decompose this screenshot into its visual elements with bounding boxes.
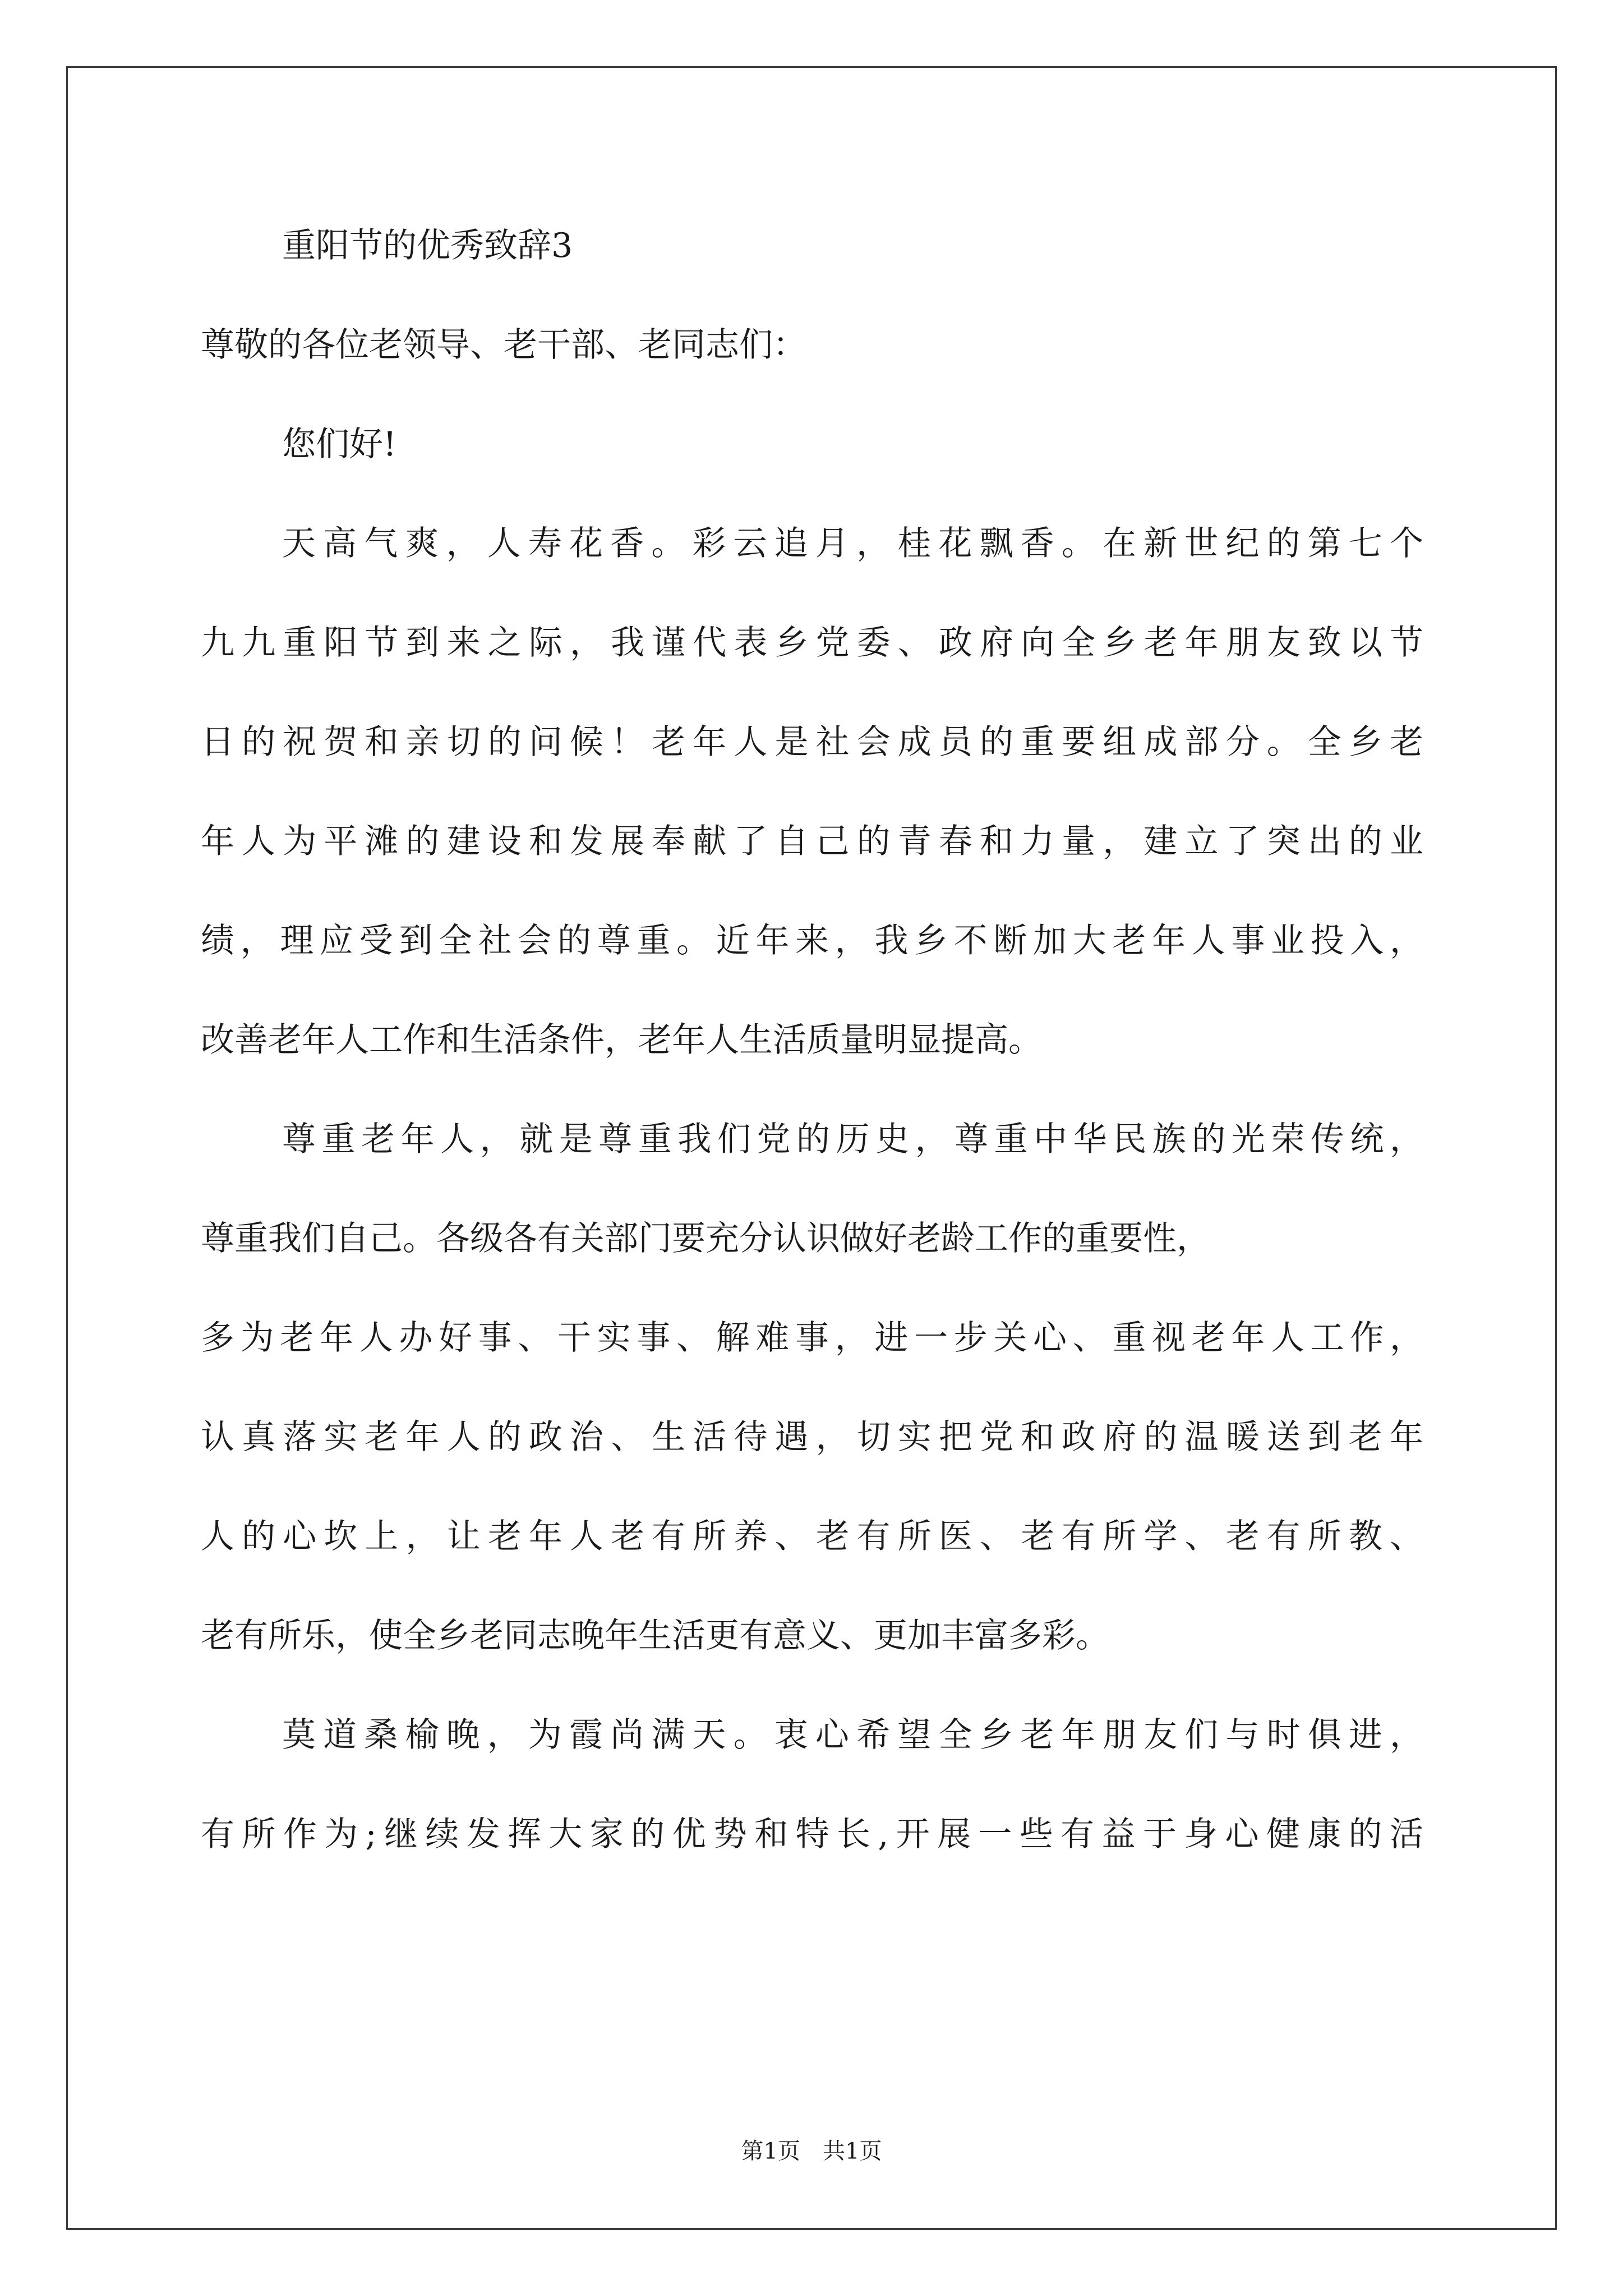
text-line: 老有所乐，使全乡老同志晚年生活更有意义、更加丰富多彩。 xyxy=(201,1616,1109,1655)
text-line: 绩，理应受到全社会的尊重。近年来，我乡不断加大老年人事业投入， xyxy=(201,921,1423,960)
text-line: 九九重阳节到来之际，我谨代表乡党委、政府向全乡老年朋友致以节 xyxy=(201,623,1423,662)
salutation: 尊敬的各位老领导、老干部、老同志们： xyxy=(201,325,806,365)
document-body xyxy=(201,217,1423,1904)
text-line: 天高气爽，人寿花香。彩云追月，桂花飘香。在新世纪的第七个 xyxy=(282,524,1423,563)
page-total: 共1页 xyxy=(823,2138,882,2164)
text-line: 尊重老年人，就是尊重我们党的历史，尊重中华民族的光荣传统， xyxy=(282,1120,1423,1159)
page-footer xyxy=(0,2137,1623,2165)
text-line: 日的祝贺和亲切的问候！老年人是社会成员的重要组成部分。全乡老 xyxy=(201,723,1423,762)
text-line: 有所作为;继续发挥大家的优势和特长,开展一些有益于身心健康的活 xyxy=(201,1815,1423,1854)
text-line: 多为老年人办好事、干实事、解难事，进一步关心、重视老年人工作， xyxy=(201,1318,1423,1358)
text-line: 认真落实老年人的政治、生活待遇，切实把党和政府的温暖送到老年 xyxy=(201,1418,1423,1457)
page-number: 第1页 xyxy=(741,2138,800,2164)
text-line: 年人为平滩的建设和发展奉献了自己的青春和力量，建立了突出的业 xyxy=(201,822,1423,861)
greeting: 您们好! xyxy=(282,425,397,464)
text-line: 人的心坎上，让老年人老有所养、老有所医、老有所学、老有所教、 xyxy=(201,1517,1423,1556)
document-title: 重阳节的优秀致辞3 xyxy=(282,226,573,265)
text-line: 莫道桑榆晚，为霞尚满天。衷心希望全乡老年朋友们与时俱进， xyxy=(282,1715,1423,1755)
text-line: 改善老年人工作和生活条件，老年人生活质量明显提高。 xyxy=(201,1020,1042,1060)
text-line: 尊重我们自己。各级各有关部门要充分认识做好老龄工作的重要性， xyxy=(201,1219,1210,1258)
